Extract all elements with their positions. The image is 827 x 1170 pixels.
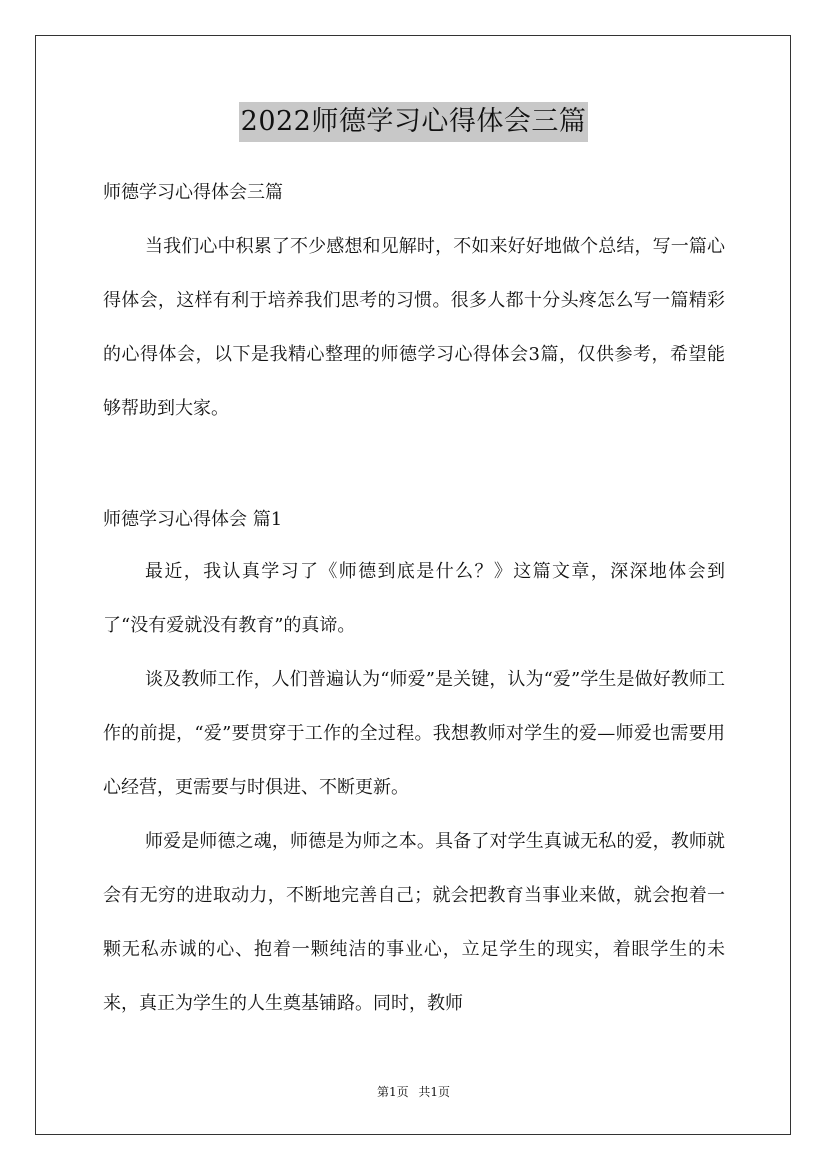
document-title: 2022师德学习心得体会三篇: [239, 102, 589, 142]
page-footer: [0, 1084, 827, 1100]
section-heading: 师德学习心得体会 篇1: [103, 509, 283, 530]
body-paragraph-2: 谈及教师工作，人们普遍认为“师爱”是关键，认为“爱”学生是做好教师工作的前提，“爱”要贯穿于工作的全过程。我想教师对学生的爱—师爱也需要用心经营，更需要与时俱进、不断更新。: [103, 669, 725, 798]
body-paragraph-1: 最近，我认真学习了《师德到底是什么？》这篇文章，深深地体会到了“没有爱就没有教育”的真谛。: [103, 561, 725, 636]
document-subtitle: 师德学习心得体会三篇: [103, 182, 283, 203]
body-paragraph-3: 师爱是师德之魂，师德是为师之本。具备了对学生真诚无私的爱，教师就会有无穷的进取动力，不断地完善自己；就会把教育当事业来做，就会抱着一颗无私赤诚的心、抱着一颗纯洁的事业心，立足学生的现实，着眼学生的未来，真正为学生的人生奠基铺路。同时，教师: [103, 831, 725, 1014]
title-container: [0, 102, 827, 142]
page-number: 第1页: [376, 1085, 409, 1099]
page-total: 共1页: [418, 1085, 451, 1099]
intro-paragraph: 当我们心中积累了不少感想和见解时，不如来好好地做个总结，写一篇心得体会，这样有利于培养我们思考的习惯。很多人都十分头疼怎么写一篇精彩的心得体会，以下是我精心整理的师德学习心得体会3篇，仅供参考，希望能够帮助到大家。: [103, 236, 725, 419]
